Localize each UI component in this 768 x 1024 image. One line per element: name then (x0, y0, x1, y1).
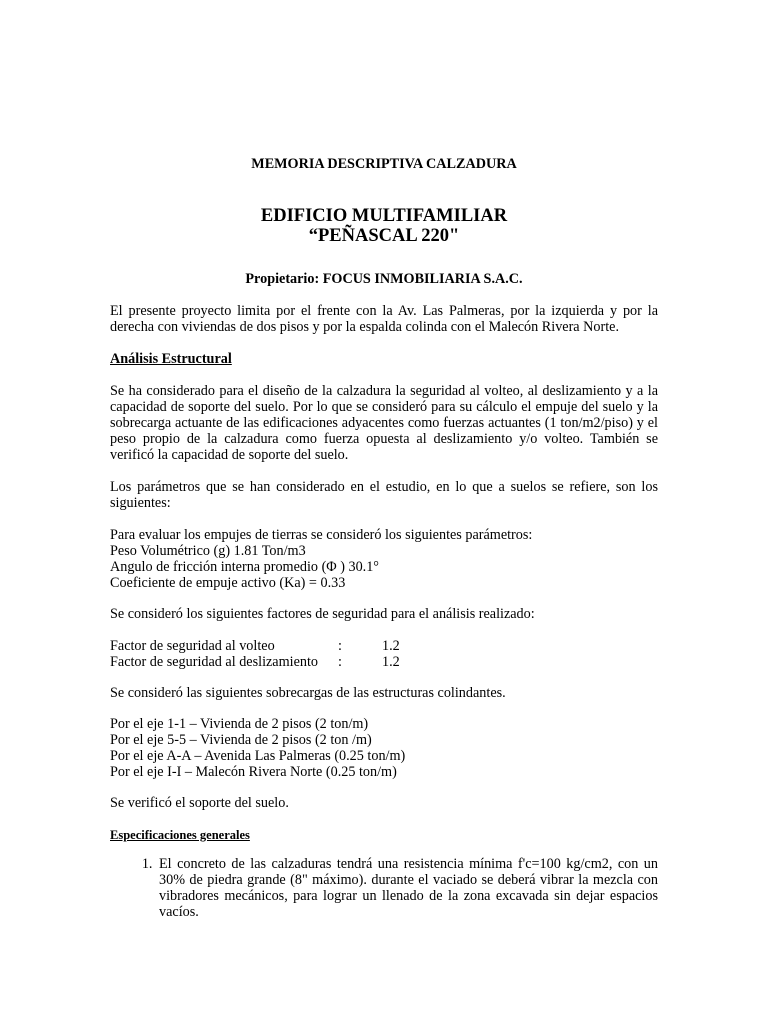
section-heading-especificaciones-text: Especificaciones generales (110, 828, 250, 842)
factors-intro: Se consideró los siguientes factores de seguridad para el análisis realizado: (110, 606, 535, 622)
parameter-line: Peso Volumétrico (g) 1.81 Ton/m3 (110, 543, 306, 559)
parameter-line: Angulo de fricción interna promedio (Φ ) 30.1° (110, 559, 379, 575)
factor-colon: : (338, 654, 342, 670)
analisis-paragraph-1: Se ha considerado para el diseño de la calzadura la seguridad al volteo, al deslizamiento y a la capacidad de soporte del suelo. Por lo que se consideró para su cálculo el empuje del suelo y la sobrecarga actuante de las edificaciones adyacentes como fuerzas actuantes (1 ton/m2/piso) y el peso propio de la calzadura como fuerza opuesta al deslizamiento y/o volteo. También se verificó la capacidad de soporte del suelo. (110, 383, 658, 463)
section-heading-analisis-text: Análisis Estructural (110, 351, 232, 367)
factor-value: 1.2 (382, 638, 400, 654)
factor-label: Factor de seguridad al volteo (110, 638, 275, 654)
loads-intro: Se consideró las siguientes sobrecargas de las estructuras colindantes. (110, 685, 506, 701)
owner-line: Propietario: FOCUS INMOBILIARIA S.A.C. (245, 271, 523, 287)
parameter-line: Coeficiente de empuje activo (Ka) = 0.33 (110, 575, 346, 591)
section-heading-analisis (110, 351, 658, 367)
section-heading-especificaciones (110, 827, 658, 843)
factor-row (110, 654, 658, 670)
document-body (110, 150, 658, 920)
parameters-block (110, 527, 658, 591)
load-line: Por el eje 5-5 – Vivienda de 2 pisos (2 ton /m) (110, 732, 372, 748)
specification-item: 1. El concreto de las calzaduras tendrá una resistencia mínima f'c=100 kg/cm2, con un 30% de piedra grande (8" máximo). durante el vaciado se deberá vibrar la mezcla con vibradores mecánicos, para lograr un llenado de la zona excavada sin dejar espacios vacíos. (156, 856, 658, 920)
building-title-line-1: EDIFICIO MULTIFAMILIAR (260, 206, 508, 226)
factor-colon: : (338, 638, 342, 654)
parameters-intro: Para evaluar los empujes de tierras se consideró los siguientes parámetros: (110, 527, 533, 543)
loads-list (110, 716, 658, 780)
factors-table (110, 638, 658, 670)
building-title (110, 206, 658, 246)
specifications-list (110, 856, 658, 920)
load-line: Por el eje A-A – Avenida Las Palmeras (0.25 ton/m) (110, 748, 406, 764)
building-title-line-2: “PEÑASCAL 220" (308, 226, 460, 246)
soil-check-line: Se verificó el soporte del suelo. (110, 795, 289, 811)
factor-row (110, 638, 658, 654)
factor-label: Factor de seguridad al deslizamiento (110, 654, 319, 670)
factor-value: 1.2 (382, 654, 400, 670)
load-line: Por el eje 1-1 – Vivienda de 2 pisos (2 ton/m) (110, 716, 369, 732)
load-line: Por el eje I-I – Malecón Rivera Norte (0.25 ton/m) (110, 764, 397, 780)
document-heading: MEMORIA DESCRIPTIVA CALZADURA (251, 156, 517, 172)
intro-paragraph: El presente proyecto limita por el frente con la Av. Las Palmeras, por la izquierda y por la derecha con viviendas de dos pisos y por la espalda colinda con el Malecón Rivera Norte. (110, 303, 658, 335)
analisis-paragraph-2: Los parámetros que se han considerado en el estudio, en lo que a suelos se refiere, son los siguientes: (110, 479, 658, 511)
